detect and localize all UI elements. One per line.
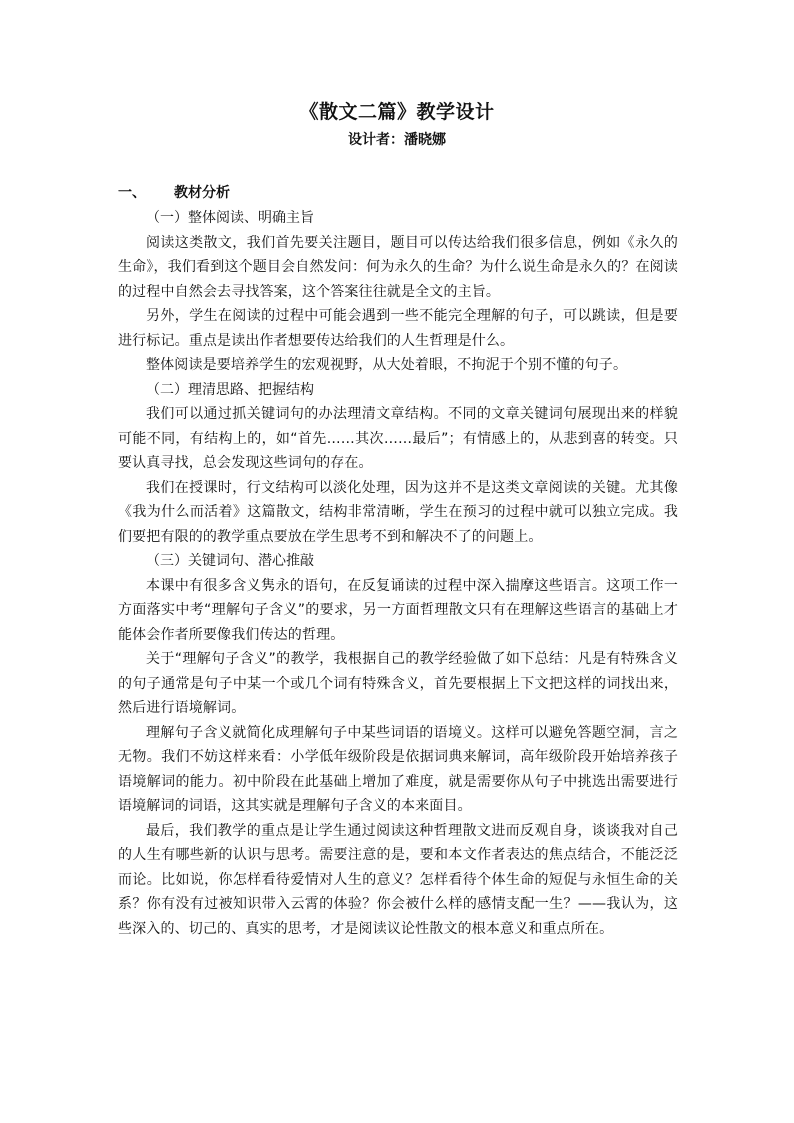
paragraph: 最后，我们教学的重点是让学生通过阅读这种哲理散文进而反观自身，谈谈我对自己的人生有哪些新的认识与思考。需要注意的是，要和本文作者表达的焦点结合，不能泛泛而论。比如说，你怎样看待爱情对人生的意义？怎样看待个体生命的短促与永恒生命的关系？你有没有过被知识带入云霄的体验？你会被什么样的感情支配一生？——我认为，这些深入的、切己的、真实的思考，才是阅读议论性散文的根本意义和重点所在。: [118, 822, 678, 937]
paragraph: 我们可以通过抓关键词句的办法理清文章结构。不同的文章关键词句展现出来的样貌可能不同，有结构上的，如“首先……其次……最后”；有情感上的，从悲到喜的转变。只要认真寻找，总会发现这些词句的存在。: [118, 406, 678, 471]
paragraph: 理解句子含义就简化成理解句子中某些词语的语境义。这样可以避免答题空洞，言之无物。我们不妨这样来看：小学低年级阶段是依据词典来解词，高年级阶段开始培养孩子语境解词的能力。初中阶段在此基础上增加了难度，就是需要你从句子中挑选出需要进行语境解词的词语，这其实就是理解句子含义的本来面目。: [118, 724, 678, 814]
paragraph: 阅读这类散文，我们首先要关注题目，题目可以传达给我们很多信息，例如《永久的生命》，我们看到这个题目会自然发问：何为永久的生命？为什么说生命是永久的？在阅读的过程中自然会去寻找答案，这个答案往往就是全文的主旨。: [118, 234, 678, 300]
document-author: 设计者：潘晓娜: [348, 132, 446, 148]
subsection-heading-2: （二）理清思路、把握结构: [146, 381, 314, 398]
document-body: [118, 180, 678, 941]
document-title: 《散文二篇》教学设计: [299, 101, 495, 123]
paragraph: 整体阅读是要培养学生的宏观视野，从大处着眼，不拘泥于个别不懂的句子。: [146, 357, 628, 373]
subsection-heading-1: （一）整体阅读、明确主旨: [146, 210, 314, 226]
paragraph: 另外，学生在阅读的过程中可能会遇到一些不能完全理解的句子，可以跳读，但是要进行标记。重点是读出作者想要传达给我们的人生哲理是什么。: [118, 308, 678, 349]
section-title: 教材分析: [174, 185, 230, 201]
subsection-heading-3: （三）关键词句、潜心推敲: [146, 553, 314, 569]
section-number: 一、: [118, 185, 146, 201]
paragraph: 我们在授课时，行文结构可以淡化处理，因为这并不是这类文章阅读的关键。尤其像《我为什么而活着》这篇散文，结构非常清晰，学生在预习的过程中就可以独立完成。我们要把有限的的教学重点要放在学生思考不到和解决不了的问题上。: [118, 479, 678, 545]
paragraph: 本课中有很多含义隽永的语句，在反复诵读的过程中深入揣摩这些语言。这项工作一方面落实中考“理解句子含义”的要求，另一方面哲理散文只有在理解这些语言的基础上才能体会作者所要像我们传达的哲理。: [118, 577, 678, 643]
paragraph: 关于“理解句子含义”的教学，我根据自己的教学经验做了如下总结：凡是有特殊含义的句子通常是句子中某一个或几个词有特殊含义，首先要根据上下文把这样的词找出来，然后进行语境解词。: [118, 651, 678, 716]
section-heading: [118, 180, 678, 206]
